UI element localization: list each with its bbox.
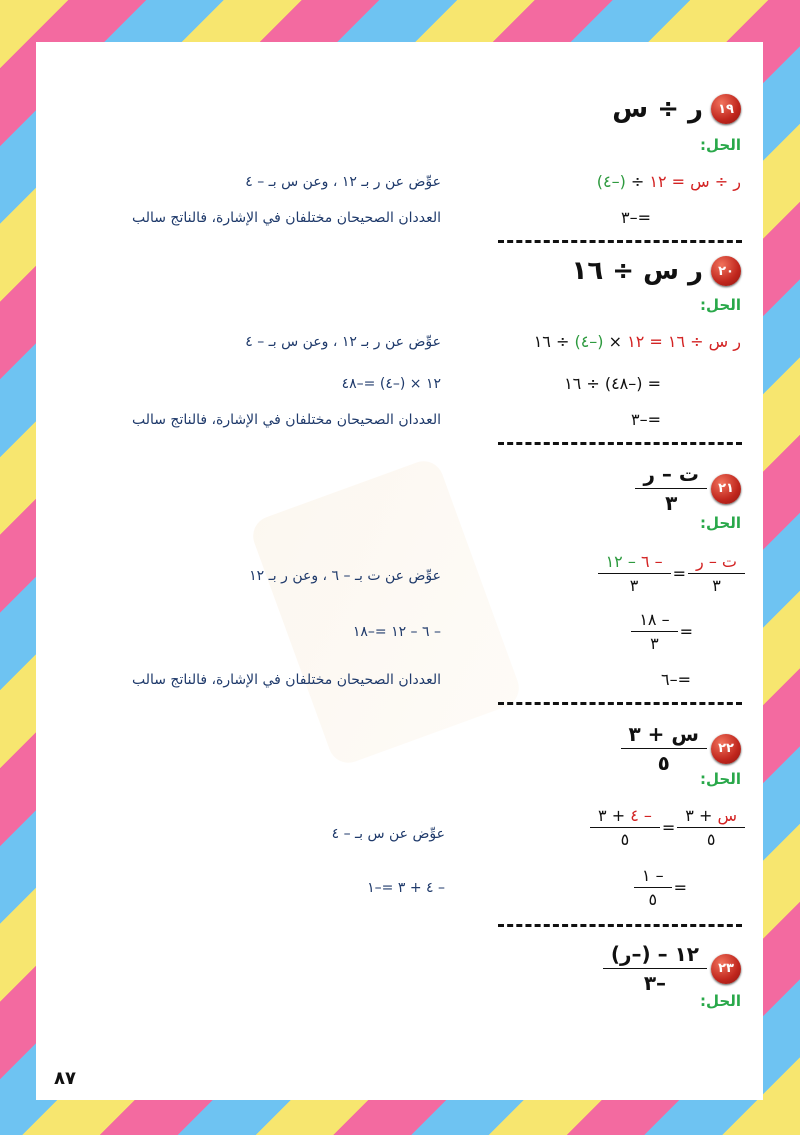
problem-23-header [607, 942, 741, 995]
explanation-note: عوِّض عن ت بـ – ٦ ، وعن ر بـ ١٢ [249, 568, 441, 584]
problem-number-badge: ٢٢ [711, 734, 741, 764]
equation-line: = $\frac{- ١٨}{٣}$ [635, 610, 693, 653]
explanation-note: – ٤ + ٣ =–١ [367, 880, 445, 896]
explanation-note: ١٢ × (–٤) =–٤٨ [341, 376, 441, 392]
equation-line: = (–٤٨) ÷ ١٦ [564, 374, 661, 393]
problem-number-badge: ٢٣ [711, 954, 741, 984]
explanation-note: عوِّض عن ر بـ ١٢ ، وعن س بـ – ٤ [245, 334, 441, 350]
problem-title-fraction: $\frac{\text{ت – ر}}{٣}$ [639, 462, 703, 515]
dashed-separator [498, 924, 742, 927]
problem-number-badge: ٢١ [711, 474, 741, 504]
problem-title-fraction: $\frac{\text{١٢ – (–ر)}}{-٣}$ [607, 942, 703, 995]
problem-title-fraction: $\frac{\text{س + ٣}}{٥}$ [625, 722, 704, 775]
equation-line: $\frac{\text{ت – ر}}{٣}$ = $\frac{- ٦ - ١٢}{٣}$ [602, 552, 741, 595]
background-watermark [248, 456, 525, 769]
explanation-note: العددان الصحيحان مختلفان في الإشارة، فالناتج سالب [131, 210, 441, 226]
problem-19-header [612, 94, 741, 124]
equation-line: = $\frac{- ١}{٥}$ [638, 866, 687, 909]
dashed-separator [498, 442, 742, 445]
explanation-note: عوِّض عن ر بـ ١٢ ، وعن س بـ – ٤ [245, 174, 441, 190]
problem-number-badge: ٢٠ [711, 256, 741, 286]
problem-20-header [571, 256, 741, 286]
explanation-note: عوِّض عن س بـ – ٤ [331, 826, 445, 842]
explanation-note: العددان الصحيحان مختلفان في الإشارة، فالناتج سالب [131, 672, 441, 688]
page-sheet [36, 42, 763, 1100]
solution-label: الحل: [700, 136, 741, 154]
equation-line: =–٣ [631, 410, 661, 429]
explanation-note: – ٦ – ١٢ =–١٨ [352, 624, 441, 640]
solution-label: الحل: [700, 992, 741, 1010]
solution-label: الحل: [700, 770, 741, 788]
equation-line: =–٦ [661, 670, 691, 689]
page-number: ٨٧ [54, 1068, 76, 1089]
dashed-separator [498, 240, 742, 243]
problem-title: ر ÷ س [612, 94, 703, 124]
problem-22-header [625, 722, 742, 775]
dashed-separator [498, 702, 742, 705]
equation-line: =–٣ [621, 208, 651, 227]
problem-21-header [639, 462, 741, 515]
equation-line: ر س ÷ ١٦ = ١٢ × (–٤) ÷ ١٦ [533, 332, 741, 351]
equation-line: $\frac{\text{س + ٣}}{٥}$ = $\frac{- ٤ + ٣}{٥}$ [594, 806, 741, 849]
problem-number-badge: ١٩ [711, 94, 741, 124]
equation-line: ر ÷ س = ١٢ ÷ (–٤) [596, 172, 741, 191]
explanation-note: العددان الصحيحان مختلفان في الإشارة، فالناتج سالب [131, 412, 441, 428]
solution-label: الحل: [700, 296, 741, 314]
solution-label: الحل: [700, 514, 741, 532]
problem-title: ر س ÷ ١٦ [571, 256, 703, 286]
